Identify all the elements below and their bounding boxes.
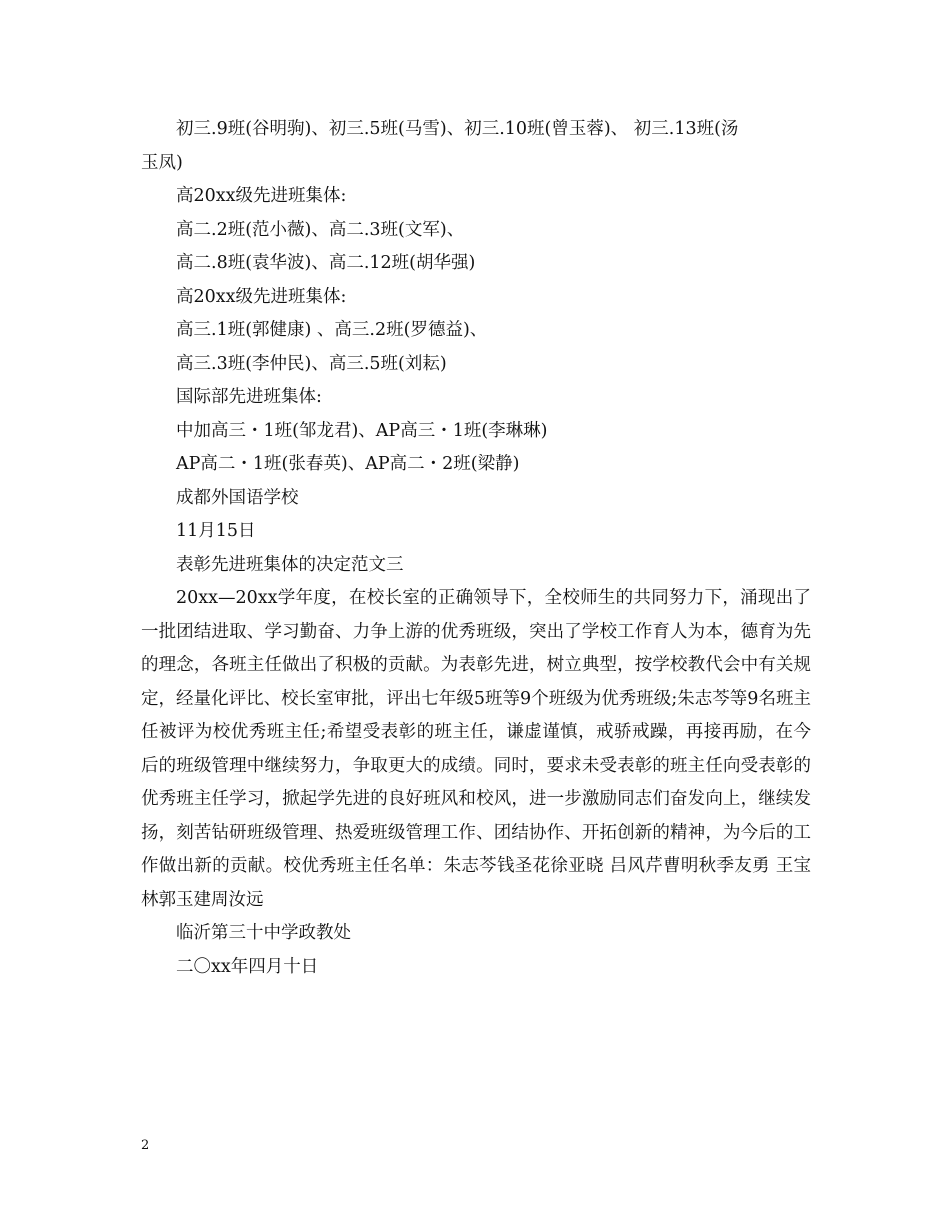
text-line-international-a: 中加高三・1班(邹龙君)、AP高三・1班(李琳琳) [176, 420, 548, 441]
text-line-senior3-classes-b: 高三.3班(李仲民)、高三.5班(刘耘) [176, 353, 447, 374]
page-number: 2 [141, 1138, 150, 1153]
office-signature: 临沂第三十中学政教处 [176, 923, 351, 943]
document-date: 二〇xx年四月十日 [176, 956, 319, 977]
body-paragraph: 20xx—20xx学年度，在校长室的正确领导下，全校师生的共同努力下，涌现出了一批团结进取、学习勤奋、力争上游的优秀班级，突出了学校工作育人为本，德育为先的理念，各班主任做出了积极的贡献。为表彰先进，树立典型，按学校教代会中有关规定，经量化评比、校长室审批，评出七年级5班等9个班级为优秀班级;朱志芩等9名班主任被评为校优秀班主任;希望受表彰的班主任，谦虚谨慎，戒骄戒躁，再接再励，在今后的班级管理中继续努力，争取更大的成绩。同时，要求未受表彰的班主任向受表彰的优秀班主任学习，掀起学先进的良好班风和校风，进一步激励同志们奋发向上，继续发扬，刻苦钻研班级管理、热爱班级管理工作、团结协作、开拓创新的精神，为今后的工作做出新的贡献。校优秀班主任名单：朱志芩钱圣花徐亚晓 吕风芹曹明秋季友勇 王宝林郭玉建周汝远 [141, 588, 811, 910]
document-body [141, 113, 811, 984]
text-line-senior2-classes-a: 高二.2班(范小薇)、高二.3班(文军)、 [176, 219, 465, 240]
text-line-senior2-classes-b: 高二.8班(袁华波)、高二.12班(胡华强) [176, 253, 476, 273]
text-line-senior3-classes-a: 高三.1班(郭健康) 、高三.2班(罗德益)、 [176, 320, 488, 340]
text-line-class-list-grade9: 初三.9班(谷明驹)、初三.5班(马雪)、初三.10班(曾玉蓉)、 初三.13班(汤 [176, 119, 739, 139]
section-heading-international: 国际部先进班集体: [176, 387, 322, 407]
school-signature: 成都外国语学校 [176, 487, 299, 508]
text-line-class-list-continued: 玉凤) [141, 152, 183, 173]
section-heading-senior-grade-2: 高20xx级先进班集体: [176, 286, 347, 307]
section-title-sample-three: 表彰先进班集体的决定范文三 [176, 554, 404, 575]
signature-date: 11月15日 [176, 521, 256, 541]
text-line-international-b: AP高二・1班(张春英)、AP高二・2班(梁静) [176, 454, 520, 474]
section-heading-senior-grade: 高20xx级先进班集体: [176, 186, 347, 206]
